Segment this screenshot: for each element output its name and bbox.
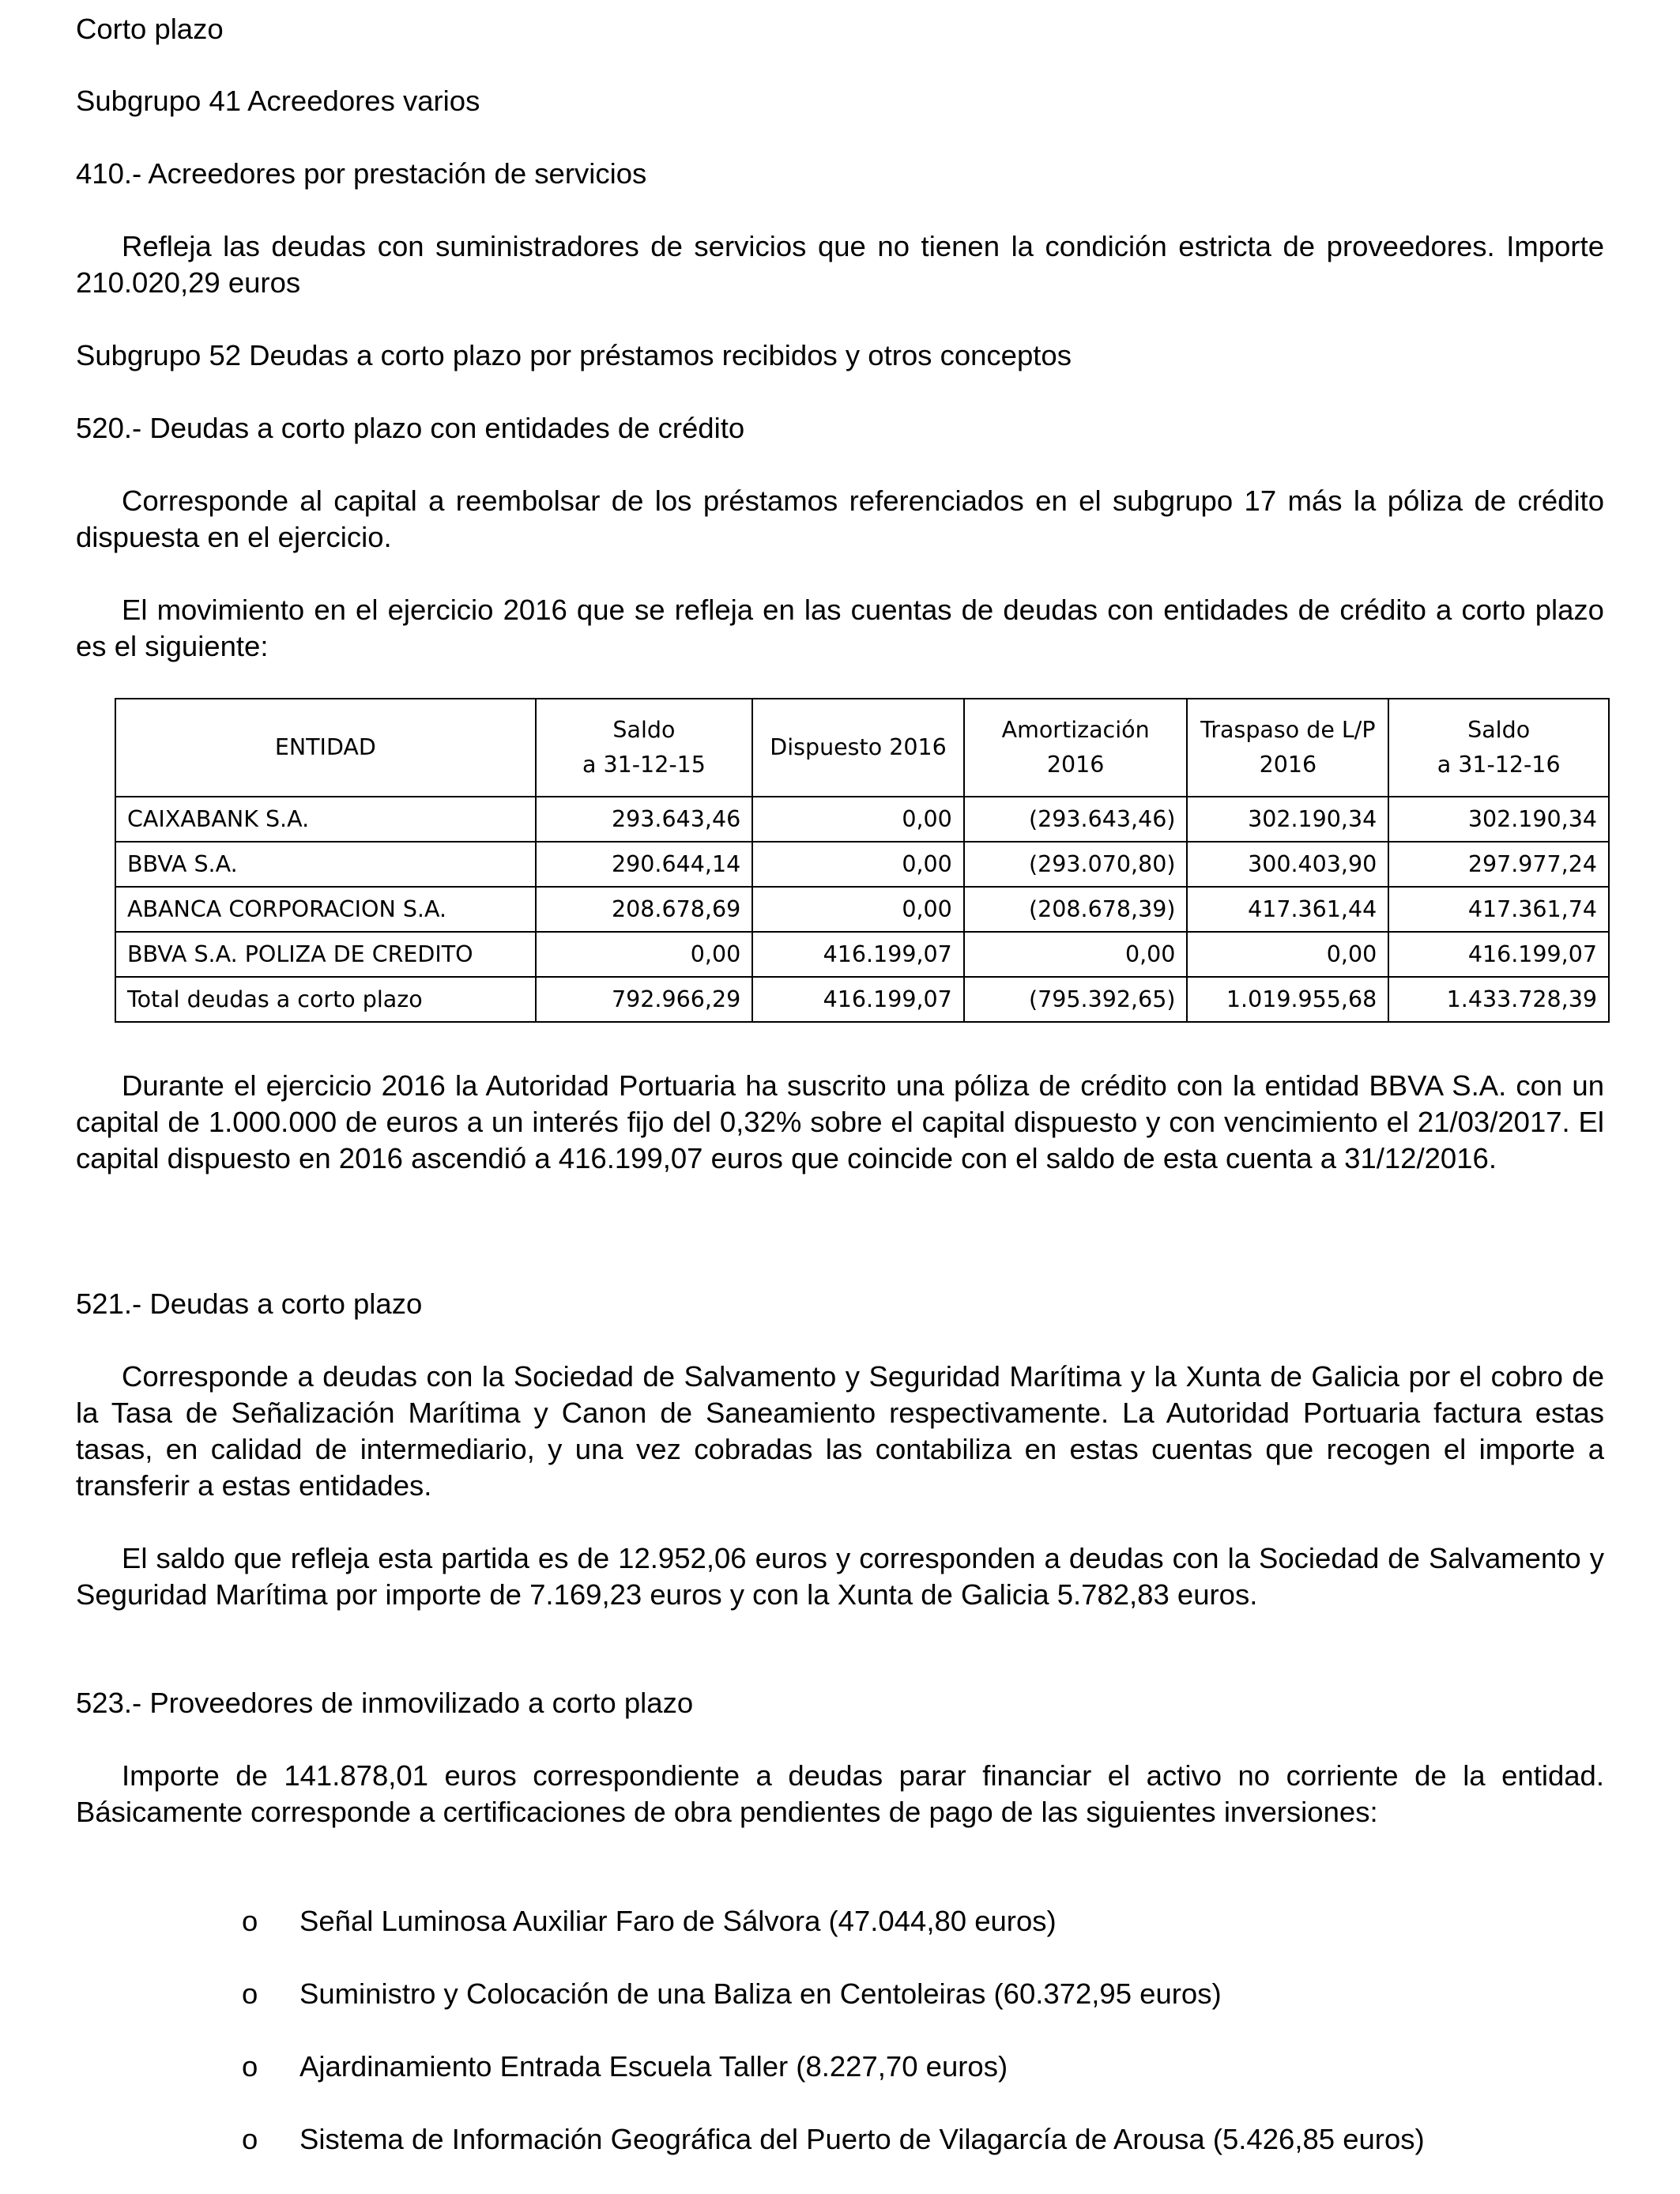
heading-cuenta-520: 520.- Deudas a corto plazo con entidades de crédito — [76, 412, 745, 444]
header-amortizacion: Amortización 2016 — [964, 699, 1188, 797]
cell-traspaso: 417.361,44 — [1187, 887, 1388, 932]
cell-dispuesto: 416.199,07 — [752, 977, 964, 1022]
list-item-text: Suministro y Colocación de una Baliza en Centoleiras (60.372,95 euros) — [299, 1977, 1222, 2010]
heading-cuenta-521: 521.- Deudas a corto plazo — [76, 1287, 423, 1320]
cell-saldo-2016: 416.199,07 — [1388, 932, 1609, 977]
cell-entidad: CAIXABANK S.A. — [115, 797, 536, 842]
list-item-text: Ajardinamiento Entrada Escuela Taller (8.227,70 euros) — [299, 2050, 1008, 2083]
cell-entidad: BBVA S.A. POLIZA DE CREDITO — [115, 932, 536, 977]
cell-traspaso: 302.190,34 — [1187, 797, 1388, 842]
bullet-marker: o — [242, 1977, 258, 2010]
list-item-text: Sistema de Información Geográfica del Puerto de Vilagarcía de Arousa (5.426,85 euros) — [299, 2123, 1425, 2155]
cell-entidad: ABANCA CORPORACION S.A. — [115, 887, 536, 932]
cell-dispuesto: 0,00 — [752, 842, 964, 887]
paragraph-410: Refleja las deudas con suministradores de servicios que no tienen la condición estricta de proveedores. Importe 210.020,29 euros — [76, 230, 1604, 299]
bullet-marker: o — [242, 2050, 258, 2083]
cell-entidad: Total deudas a corto plazo — [115, 977, 536, 1022]
cell-saldo-2016: 297.977,24 — [1388, 842, 1609, 887]
cell-amortizacion: (795.392,65) — [964, 977, 1188, 1022]
table-row — [115, 887, 1609, 932]
table-header-row — [115, 699, 1609, 797]
cell-saldo-2015: 208.678,69 — [536, 887, 753, 932]
heading-corto-plazo: Corto plazo — [76, 13, 224, 45]
cell-saldo-2015: 792.966,29 — [536, 977, 753, 1022]
cell-entidad: BBVA S.A. — [115, 842, 536, 887]
cell-traspaso: 1.019.955,68 — [1187, 977, 1388, 1022]
table-row — [115, 932, 1609, 977]
heading-cuenta-523: 523.- Proveedores de inmovilizado a corto plazo — [76, 1687, 694, 1719]
cell-amortizacion: (293.070,80) — [964, 842, 1188, 887]
cell-amortizacion: (293.643,46) — [964, 797, 1188, 842]
paragraph-520-movimiento: El movimiento en el ejercicio 2016 que se refleja en las cuentas de deudas con entidades de crédito a corto plazo es el siguiente: — [76, 594, 1604, 662]
cell-amortizacion: (208.678,39) — [964, 887, 1188, 932]
cell-saldo-2016: 302.190,34 — [1388, 797, 1609, 842]
paragraph-521-intro: Corresponde a deudas con la Sociedad de Salvamento y Seguridad Marítima y la Xunta de Galicia por el cobro de la Tasa de Señalización Marítima y Canon de Saneamiento respectivamente. La Autoridad Portuaria factura estas tasas, en calidad de intermediario, y una vez cobradas las contabiliza en estas cuentas que recogen el importe a transferir a estas entidades. — [76, 1360, 1604, 1502]
table-total-row — [115, 977, 1609, 1022]
paragraph-523: Importe de 141.878,01 euros correspondiente a deudas parar financiar el activo no corriente de la entidad. Básicamente corresponde a certificaciones de obra pendientes de pago de las siguientes inversiones: — [76, 1759, 1604, 1828]
cell-traspaso: 0,00 — [1187, 932, 1388, 977]
header-dispuesto: Dispuesto 2016 — [752, 699, 964, 797]
cell-traspaso: 300.403,90 — [1187, 842, 1388, 887]
cell-saldo-2016: 1.433.728,39 — [1388, 977, 1609, 1022]
bullet-marker: o — [242, 2123, 258, 2155]
cell-saldo-2015: 290.644,14 — [536, 842, 753, 887]
cell-saldo-2015: 293.643,46 — [536, 797, 753, 842]
cell-amortizacion: 0,00 — [964, 932, 1188, 977]
header-traspaso: Traspaso de L/P 2016 — [1187, 699, 1388, 797]
heading-cuenta-410: 410.- Acreedores por prestación de servicios — [76, 157, 647, 190]
bullet-marker: o — [242, 1905, 258, 1937]
heading-subgrupo-52: Subgrupo 52 Deudas a corto plazo por préstamos recibidos y otros conceptos — [76, 339, 1072, 371]
cell-saldo-2015: 0,00 — [536, 932, 753, 977]
table-row — [115, 842, 1609, 887]
cell-dispuesto: 416.199,07 — [752, 932, 964, 977]
heading-subgrupo-41: Subgrupo 41 Acreedores varios — [76, 85, 480, 117]
paragraph-520-intro: Corresponde al capital a reembolsar de los préstamos referenciados en el subgrupo 17 más la póliza de crédito dispuesta en el ejercicio. — [76, 484, 1604, 553]
list-item-text: Señal Luminosa Auxiliar Faro de Sálvora (47.044,80 euros) — [299, 1905, 1057, 1937]
cell-dispuesto: 0,00 — [752, 797, 964, 842]
paragraph-520-poliza: Durante el ejercicio 2016 la Autoridad Portuaria ha suscrito una póliza de crédito con la entidad BBVA S.A. con un capital de 1.000.000 de euros a un interés fijo del 0,32% sobre el capital dispuesto y con vencimiento el 21/03/2017. El capital dispuesto en 2016 ascendió a 416.199,07 euros que coincide con el saldo de esta cuenta a 31/12/2016. — [76, 1069, 1604, 1174]
cell-dispuesto: 0,00 — [752, 887, 964, 932]
cell-saldo-2016: 417.361,74 — [1388, 887, 1609, 932]
header-saldo-2016: Saldo a 31-12-16 — [1388, 699, 1609, 797]
header-saldo-2015: Saldo a 31-12-15 — [536, 699, 753, 797]
paragraph-521-saldo: El saldo que refleja esta partida es de 12.952,06 euros y corresponden a deudas con la Sociedad de Salvamento y Seguridad Marítima por importe de 7.169,23 euros y con la Xunta de Galicia 5.782,83 euros. — [76, 1542, 1604, 1611]
table-row — [115, 797, 1609, 842]
deudas-table — [115, 698, 1610, 1023]
header-entidad: ENTIDAD — [115, 699, 536, 797]
